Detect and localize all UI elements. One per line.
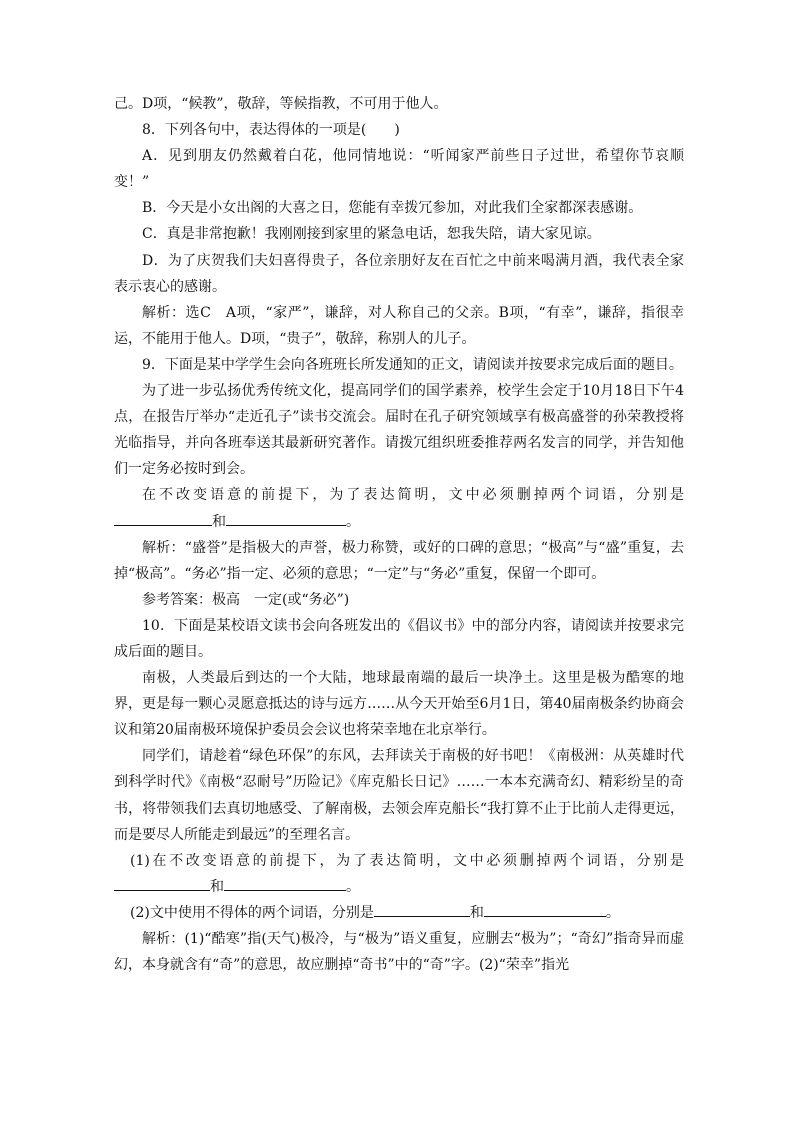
question-9-analysis: 解析：“盛誉”是指极大的声誉，极力称赞，或好的口碑的意思；“极高”与“盛”重复，去掉“极高”。“务必”指一定、必须的意思；“一定”与“务必”重复，保留一个即可。 bbox=[114, 539, 684, 582]
document-body bbox=[114, 91, 684, 978]
prompt-text: 。 bbox=[346, 513, 360, 530]
answer-blank bbox=[224, 876, 346, 891]
paragraph: 己。D项，“候教”，敬辞，等候指教，不可用于他人。 bbox=[114, 96, 448, 112]
prompt-text: (1)在不改变语意的前提下，为了表达简明，文中必须删掉两个词语，分别是 bbox=[130, 852, 684, 869]
answer-blank bbox=[484, 902, 606, 917]
answer-blank bbox=[374, 902, 470, 917]
question-9-answer: 参考答案：极高 一定(或“务必”) bbox=[142, 591, 350, 608]
prompt-text: (2)文中使用不得体的两个词语，分别是 bbox=[130, 904, 374, 921]
question-10-passage-1: 南极，人类最后到达的一个大陆，地球最南端的最后一块净土。这里是极为酷寒的地界，更是每一颗心灵愿意抵达的诗与远方……从今天开始至6月1日，第40届南极条约协商会议和第20届南极环境保护委员会会议也将荣幸地在北京举行。 bbox=[114, 670, 684, 739]
question-8-option-b: B．今天是小女出阁的大喜之日，您能有幸拨冗参加，对此我们全家都深表感谢。 bbox=[142, 200, 643, 217]
question-9-prompt bbox=[114, 482, 684, 534]
prompt-text: 在不改变语意的前提下，为了表达简明，文中必须删掉两个词语，分别是 bbox=[142, 487, 684, 504]
prompt-text: 和 bbox=[469, 904, 484, 921]
answer-blank bbox=[114, 511, 212, 526]
answer-blank bbox=[226, 511, 346, 526]
question-10-stem: 10．下面是某校语文读书会向各班发出的《倡议书》中的部分内容，请阅读并按要求完成后面的题目。 bbox=[114, 617, 684, 660]
question-8-option-d: D．为了庆贺我们夫妇喜得贵子，各位亲朋好友在百忙之中前来喝满月酒，我代表全家表示衷心的感谢。 bbox=[114, 252, 684, 295]
question-8-option-c: C．真是非常抱歉！我刚刚接到家里的紧急电话，恕我失陪，请大家见谅。 bbox=[142, 226, 601, 243]
question-9-stem: 9．下面是某中学学生会向各班班长所发通知的正文，请阅读并按要求完成后面的题目。 bbox=[142, 356, 683, 373]
question-8-analysis: 解析：选C A项，“家严”，谦辞，对人称自己的父亲。B项，“有幸”，谦辞，指很幸运，不能用于他人。D项，“贵子”，敬辞，称别人的儿子。 bbox=[114, 304, 684, 347]
question-10-part-2 bbox=[114, 900, 684, 926]
question-10-passage-2: 同学们，请趁着“绿色环保”的东风，去拜读关于南极的好书吧！《南极洲：从英雄时代到科学时代》《南极“忍耐号”历险记》《库克船长日记》……一本本充满奇幻、精彩纷呈的奇书，将带领我们去真切地感受、了解南极，去领会库克船长“我打算不止于比前人走得更远，而是要尽人所能走到最远”的至理名言。 bbox=[114, 748, 684, 843]
prompt-text: 。 bbox=[346, 878, 360, 895]
question-8-option-a: A．见到朋友仍然戴着白花，他同情地说：“听闻家严前些日子过世，希望你节哀顺变！” bbox=[114, 148, 684, 191]
prompt-text: 和 bbox=[210, 878, 224, 895]
prompt-text: 。 bbox=[605, 904, 620, 921]
prompt-text: 和 bbox=[212, 513, 226, 530]
question-10-analysis: 解析：(1)“酷寒”指(天气)极冷，与“极为”语义重复，应删去“极为”；“奇幻”指奇异而虚幻，本身就含有“奇”的意思，故应删掉“奇书”中的“奇”字。(2)“荣幸”指光 bbox=[114, 931, 684, 974]
answer-blank bbox=[114, 876, 210, 891]
question-8-stem: 8．下列各句中，表达得体的一项是( ) bbox=[142, 122, 400, 139]
question-10-part-1 bbox=[114, 848, 684, 900]
question-9-notice-text: 为了进一步弘扬优秀传统文化，提高同学们的国学素养，校学生会定于10月18日下午4点，在报告厅举办“走近孔子”读书交流会。届时在孔子研究领域享有极高盛誉的孙荣教授将光临指导，并向各班奉送其最新研究著作。请拨冗组织班委推荐两名发言的同学，并告知他们一定务必按时到会。 bbox=[114, 383, 684, 478]
